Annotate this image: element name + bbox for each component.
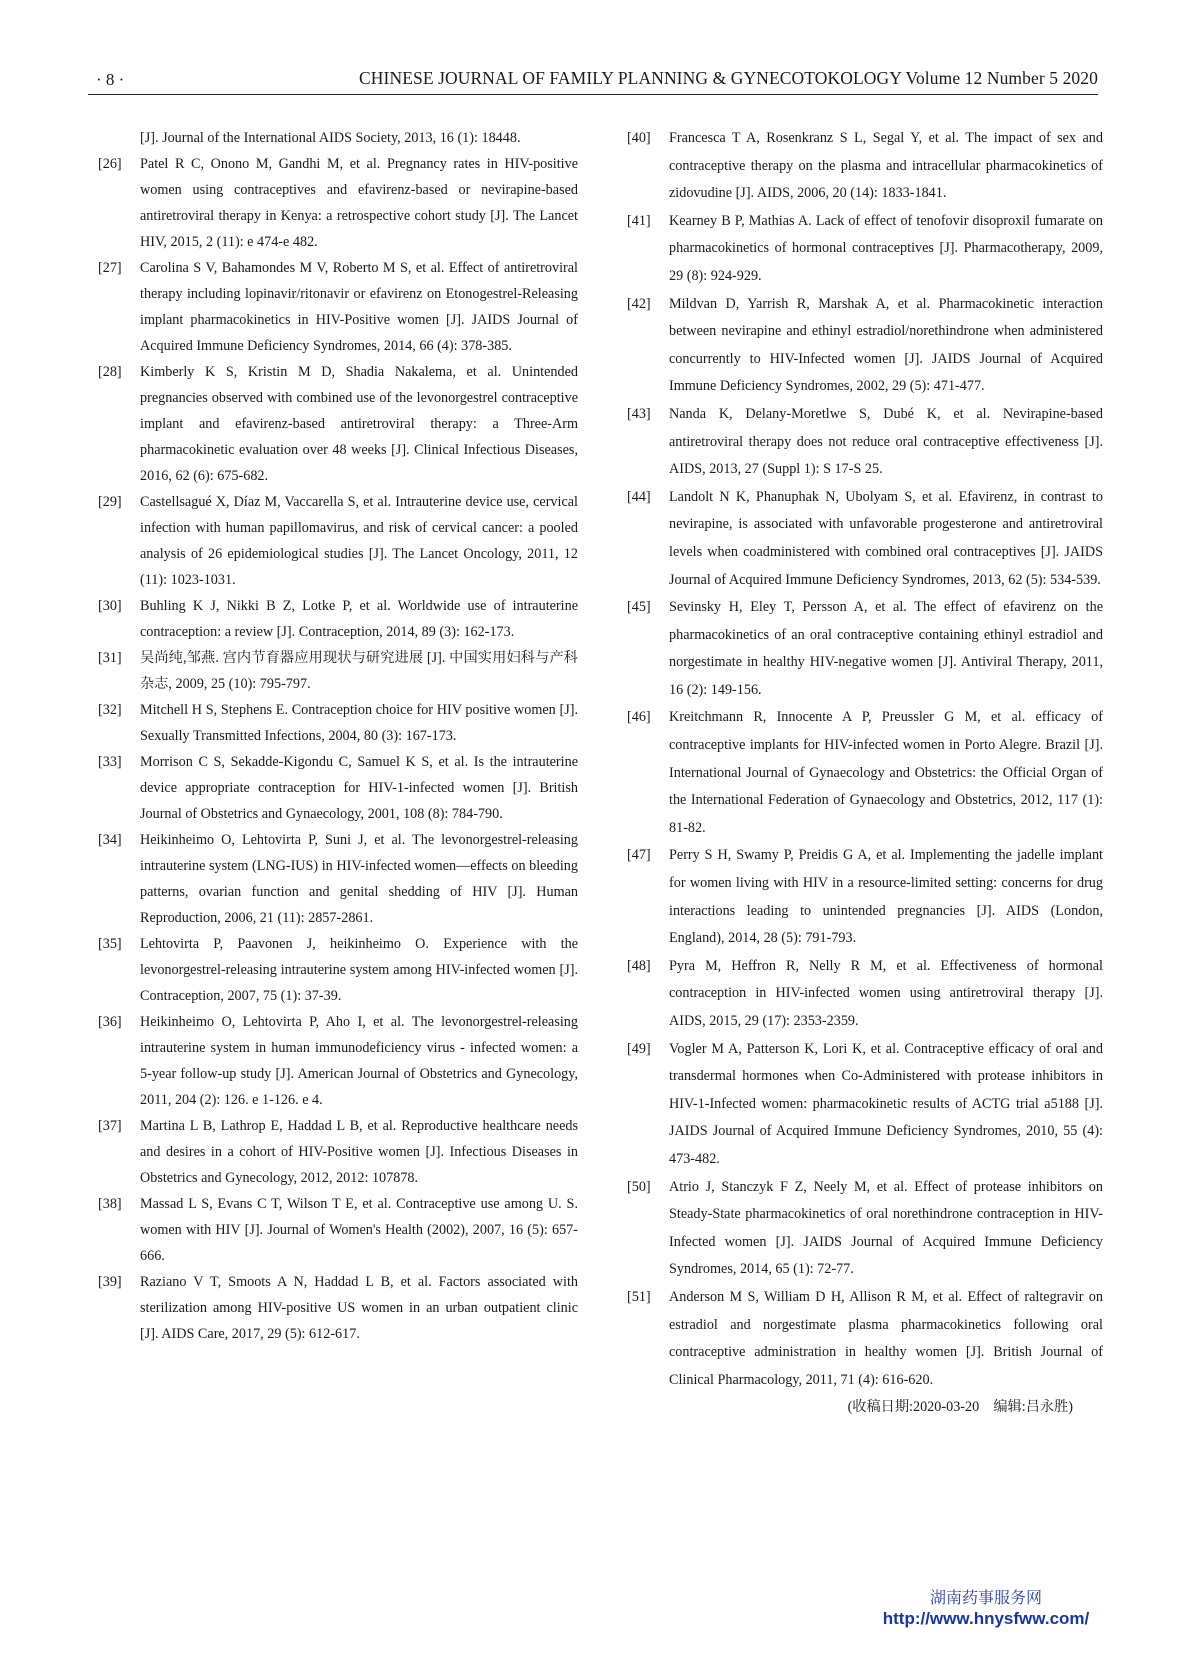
reference-text: Carolina S V, Bahamondes M V, Roberto M S, et al. Effect of antiretroviral therapy including lopinavir/ritonavir or efavirenz on Etonogestrel-Releasing implant pharmacokinetics in HIV-Positive women [J]. JAIDS Journal of Acquired Immune Deficiency Syndromes, 2014, 66 (4): 378-385. xyxy=(140,260,578,354)
reference-continuation xyxy=(98,125,578,151)
watermark-url[interactable]: http://www.hnysfww.com/ xyxy=(882,1609,1090,1628)
reference-text: [J]. Journal of the International AIDS Society, 2013, 16 (1): 18448. xyxy=(140,130,521,146)
reference-text: Lehtovirta P, Paavonen J, heikinheimo O. Experience with the levonorgestrel-releasing intrauterine system among HIV-infected women [J]. Contraception, 2007, 75 (1): 37-39. xyxy=(140,936,578,1004)
reference-text: Martina L B, Lathrop E, Haddad L B, et al. Reproductive healthcare needs and desires in a cohort of HIV-Positive women [J]. Infectious Diseases in Obstetrics and Gynecology, 2012, 2012: 107878. xyxy=(140,1118,578,1186)
reference-item xyxy=(98,593,578,645)
reference-text: Kreitchmann R, Innocente A P, Preussler G M, et al. efficacy of contraceptive implants for HIV-infected women in Porto Alegre. Brazil [J]. International Journal of Gynaecology and Obstetrics: the Official Organ of the International Federation of Gynaecology and Obstetrics, 2012, 117 (1): 81-82. xyxy=(669,709,1103,836)
reference-number: [41] xyxy=(627,212,651,229)
reference-item xyxy=(627,291,1103,401)
reference-item xyxy=(627,704,1103,842)
reference-text: Kearney B P, Mathias A. Lack of effect of tenofovir disoproxil fumarate on pharmacokinetics of hormonal contraceptives [J]. Pharmacotherapy, 2009, 29 (8): 924-929. xyxy=(669,212,1103,284)
reference-number: [50] xyxy=(627,1178,651,1195)
reference-number: [28] xyxy=(98,364,122,380)
reference-item xyxy=(98,151,578,255)
reference-item xyxy=(98,1009,578,1113)
reference-item xyxy=(98,1191,578,1269)
reference-number: [39] xyxy=(98,1274,122,1290)
reference-number: [45] xyxy=(627,599,651,616)
reference-number: [29] xyxy=(98,494,122,510)
reference-number: [35] xyxy=(98,936,122,952)
reference-number: [43] xyxy=(627,405,651,422)
reference-text: 吴尚纯,邹燕. 宫内节育器应用现状与研究进展 [J]. 中国实用妇科与产科杂志, 2009, 25 (10): 795-797. xyxy=(140,650,578,692)
right-column xyxy=(627,125,1103,1420)
reference-item xyxy=(627,953,1103,1036)
reference-number: [40] xyxy=(627,130,651,146)
reference-item xyxy=(627,594,1103,704)
reference-text: Mitchell H S, Stephens E. Contraception choice for HIV positive women [J]. Sexually Transmitted Infections, 2004, 80 (3): 167-173. xyxy=(140,702,578,744)
reference-text: Mildvan D, Yarrish R, Marshak A, et al. Pharmacokinetic interaction between nevirapine and ethinyl estradiol/norethindrone when administered concurrently to HIV-Infected women [J]. JAIDS Journal of Acquired Immune Deficiency Syndromes, 2002, 29 (5): 471-477. xyxy=(669,295,1103,395)
reference-text: Sevinsky H, Eley T, Persson A, et al. The effect of efavirenz on the pharmacokinetics of an oral contraceptive containing ethinyl estradiol and norgestimate in healthy HIV-negative women [J]. Antiviral Therapy, 2011, 16 (2): 149-156. xyxy=(669,599,1103,698)
reference-number: [44] xyxy=(627,488,651,505)
reference-text: Perry S H, Swamy P, Preidis G A, et al. Implementing the jadelle implant for women living with HIV in a resource-limited setting: concerns for drug interactions leading to unintended pregnancies [J]. AIDS (London, England), 2014, 28 (5): 791-793. xyxy=(669,847,1103,947)
reference-text: Morrison C S, Sekadde-Kigondu C, Samuel K S, et al. Is the intrauterine device appropriate contraception for HIV-1-infected women [J]. British Journal of Obstetrics and Gynaecology, 2001, 108 (8): 784-790. xyxy=(140,754,578,822)
watermark xyxy=(856,1588,1116,1630)
reference-number: [36] xyxy=(98,1014,122,1030)
reference-item xyxy=(98,489,578,593)
reference-text: Nanda K, Delany-Moretlwe S, Dubé K, et al. Nevirapine-based antiretroviral therapy does not reduce oral contraceptive effectiveness [J]. AIDS, 2013, 27 (Suppl 1): S 17-S 25. xyxy=(669,405,1103,478)
reference-number: [31] xyxy=(98,650,122,666)
received-date-note: (收稿日期:2020-03-20 编辑:吕永胜) xyxy=(847,1399,1073,1416)
page-number: · 8 · xyxy=(96,70,125,89)
reference-item xyxy=(627,125,1103,208)
left-reference-list xyxy=(98,151,578,1347)
reference-item xyxy=(627,1036,1103,1174)
reference-number: [37] xyxy=(98,1118,122,1134)
reference-number: [46] xyxy=(627,709,651,726)
reference-item xyxy=(98,749,578,827)
running-title: CHINESE JOURNAL OF FAMILY PLANNING & GYNECOTOKOLOGY Volume 12 Number 5 2020 xyxy=(359,68,1098,88)
reference-number: [32] xyxy=(98,702,122,718)
reference-text: Raziano V T, Smoots A N, Haddad L B, et al. Factors associated with sterilization among HIV-positive US women in an urban outpatient clinic [J]. AIDS Care, 2017, 29 (5): 612-617. xyxy=(140,1274,578,1342)
reference-item xyxy=(627,1284,1103,1394)
reference-item xyxy=(98,1113,578,1191)
reference-item xyxy=(98,255,578,359)
reference-number: [51] xyxy=(627,1288,651,1305)
reference-item xyxy=(627,1174,1103,1284)
reference-number: [38] xyxy=(98,1196,122,1212)
reference-number: [48] xyxy=(627,957,651,974)
page-header xyxy=(88,68,1098,95)
reference-text: Heikinheimo O, Lehtovirta P, Suni J, et al. The levonorgestrel-releasing intrauterine system (LNG-IUS) in HIV-infected women—effects on bleeding patterns, ovarian function and genital shedding of HIV [J]. Human Reproduction, 2006, 21 (11): 2857-2861. xyxy=(140,832,578,926)
reference-number: [26] xyxy=(98,156,122,172)
reference-item xyxy=(98,697,578,749)
reference-text: Buhling K J, Nikki B Z, Lotke P, et al. Worldwide use of intrauterine contraception: a review [J]. Contraception, 2014, 89 (3): 162-173. xyxy=(140,598,578,640)
reference-text: Vogler M A, Patterson K, Lori K, et al. Contraceptive efficacy of oral and transdermal hormones when Co-Administered with protease inhibitors in HIV-1-Infected women: pharmacokinetic results of ACTG trial a5188 [J]. JAIDS Journal of Acquired Immune Deficiency Syndromes, 2010, 55 (4): 473-482. xyxy=(669,1040,1103,1167)
reference-text: Kimberly K S, Kristin M D, Shadia Nakalema, et al. Unintended pregnancies observed with combined use of the levonorgestrel contraceptive implant and efavirenz-based antiretroviral therapy: a Three-Arm pharmacokinetic evaluation over 48 weeks [J]. Clinical Infectious Diseases, 2016, 62 (6): 675-682. xyxy=(140,364,578,484)
reference-text: Landolt N K, Phanuphak N, Ubolyam S, et al. Efavirenz, in contrast to nevirapine, is associated with unfavorable progesterone and antiretroviral levels when coadministered with combined oral contraceptives [J]. JAIDS Journal of Acquired Immune Deficiency Syndromes, 2013, 62 (5): 534-539. xyxy=(669,488,1103,588)
reference-text: Massad L S, Evans C T, Wilson T E, et al. Contraceptive use among U. S. women with HIV [J]. Journal of Women's Health (2002), 2007, 16 (5): 657-666. xyxy=(140,1196,578,1264)
reference-item xyxy=(627,208,1103,291)
reference-number: [47] xyxy=(627,847,651,864)
reference-text: Pyra M, Heffron R, Nelly R M, et al. Effectiveness of hormonal contraception in HIV-infected women using antiretroviral therapy [J]. AIDS, 2015, 29 (17): 2353-2359. xyxy=(669,957,1103,1029)
reference-number: [49] xyxy=(627,1040,651,1057)
watermark-site-name: 湖南药事服务网 xyxy=(929,1588,1042,1607)
reference-item xyxy=(98,931,578,1009)
reference-text: Heikinheimo O, Lehtovirta P, Aho I, et al. The levonorgestrel-releasing intrauterine system in human immunodeficiency virus - infected women: a 5-year follow-up study [J]. American Journal of Obstetrics and Gynecology, 2011, 204 (2): 126. e 1-126. e 4. xyxy=(140,1014,578,1108)
reference-item xyxy=(98,645,578,697)
right-reference-list xyxy=(627,125,1103,1394)
reference-text: Francesca T A, Rosenkranz S L, Segal Y, et al. The impact of sex and contraceptive therapy on the plasma and intracellular pharmacokinetics of zidovudine [J]. AIDS, 2006, 20 (14): 1833-1841. xyxy=(669,130,1103,202)
reference-text: Anderson M S, William D H, Allison R M, et al. Effect of raltegravir on estradiol and norgestimate plasma pharmacokinetics following oral contraceptive administration in healthy women [J]. British Journal of Clinical Pharmacology, 2011, 71 (4): 616-620. xyxy=(669,1288,1103,1388)
reference-number: [34] xyxy=(98,832,122,848)
reference-number: [27] xyxy=(98,260,122,276)
reference-text: Atrio J, Stanczyk F Z, Neely M, et al. Effect of protease inhibitors on Steady-State pharmacokinetics of oral norethindrone contraception in HIV-Infected women [J]. JAIDS Journal of Acquired Immune Deficiency Syndromes, 2014, 65 (1): 72-77. xyxy=(669,1178,1103,1278)
reference-text: Patel R C, Onono M, Gandhi M, et al. Pregnancy rates in HIV-positive women using contraceptives and efavirenz-based or nevirapine-based antiretroviral therapy in Kenya: a retrospective cohort study [J]. The Lancet HIV, 2015, 2 (11): e 474-e 482. xyxy=(140,156,578,250)
reference-number: [42] xyxy=(627,295,651,312)
reference-item xyxy=(627,842,1103,952)
reference-item xyxy=(627,484,1103,594)
reference-item xyxy=(627,401,1103,484)
reference-text: Castellsagué X, Díaz M, Vaccarella S, et al. Intrauterine device use, cervical infection with human papillomavirus, and risk of cervical cancer: a pooled analysis of 26 epidemiological studies [J]. The Lancet Oncology, 2011, 12 (11): 1023-1031. xyxy=(140,494,578,588)
reference-item xyxy=(98,359,578,489)
reference-item xyxy=(98,827,578,931)
left-column xyxy=(98,125,578,1347)
reference-number: [33] xyxy=(98,754,122,770)
reference-number: [30] xyxy=(98,598,122,614)
reference-item xyxy=(98,1269,578,1347)
